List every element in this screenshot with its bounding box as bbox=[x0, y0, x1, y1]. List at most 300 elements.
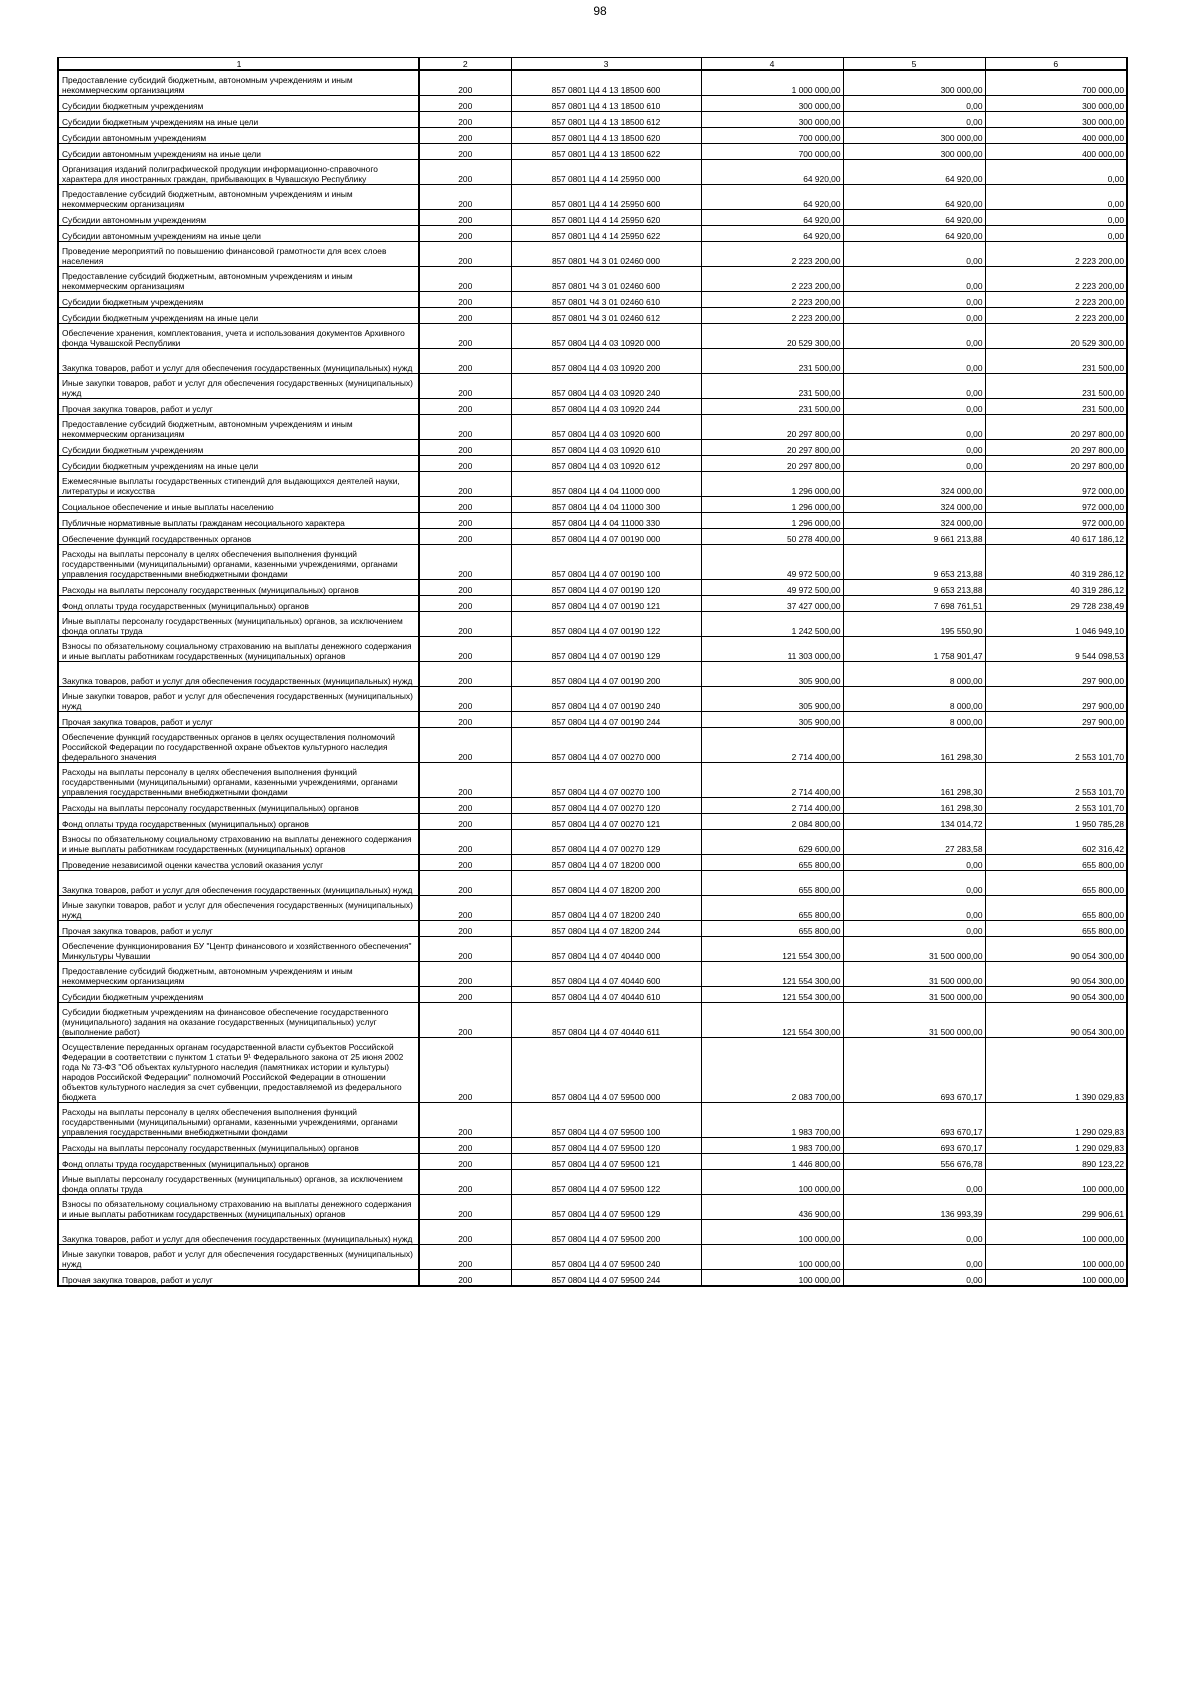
row-value-4: 1 000 000,00 bbox=[701, 70, 843, 96]
row-col2: 200 bbox=[419, 497, 511, 513]
row-value-5: 8 000,00 bbox=[843, 712, 985, 728]
row-value-5: 7 698 761,51 bbox=[843, 596, 985, 612]
row-value-4: 655 800,00 bbox=[701, 855, 843, 871]
row-code: 857 0804 Ц4 4 03 10920 000 bbox=[511, 324, 701, 349]
row-value-5: 0,00 bbox=[843, 921, 985, 937]
row-value-4: 231 500,00 bbox=[701, 374, 843, 399]
row-value-4: 64 920,00 bbox=[701, 160, 843, 185]
row-col2: 200 bbox=[419, 242, 511, 267]
row-code: 857 0804 Ц4 4 07 00270 121 bbox=[511, 814, 701, 830]
row-col2: 200 bbox=[419, 324, 511, 349]
row-name: Иные выплаты персоналу государственных (муниципальных) органов, за исключением фонда оплаты труда bbox=[58, 1170, 419, 1195]
table-row bbox=[58, 871, 1127, 896]
row-name: Публичные нормативные выплаты гражданам несоциального характера bbox=[58, 513, 419, 529]
row-name: Прочая закупка товаров, работ и услуг bbox=[58, 1270, 419, 1287]
row-value-6: 100 000,00 bbox=[985, 1270, 1127, 1287]
row-value-5: 136 993,39 bbox=[843, 1195, 985, 1220]
row-code: 857 0804 Ц4 4 07 00270 100 bbox=[511, 763, 701, 798]
row-code: 857 0804 Ц4 4 03 10920 200 bbox=[511, 349, 701, 374]
row-col2: 200 bbox=[419, 1245, 511, 1270]
row-name: Субсидии бюджетным учреждениям bbox=[58, 440, 419, 456]
row-value-4: 20 297 800,00 bbox=[701, 415, 843, 440]
row-name: Субсидии бюджетным учреждениям на иные цели bbox=[58, 112, 419, 128]
row-value-4: 20 297 800,00 bbox=[701, 440, 843, 456]
row-value-6: 40 319 286,12 bbox=[985, 580, 1127, 596]
row-name: Субсидии автономным учреждениям на иные цели bbox=[58, 226, 419, 242]
table-row bbox=[58, 472, 1127, 497]
row-value-5: 0,00 bbox=[843, 440, 985, 456]
row-name: Предоставление субсидий бюджетным, автономным учреждениям и иным некоммерческим организациям bbox=[58, 415, 419, 440]
row-value-4: 305 900,00 bbox=[701, 662, 843, 687]
row-value-6: 90 054 300,00 bbox=[985, 987, 1127, 1003]
row-code: 857 0804 Ц4 4 07 59500 122 bbox=[511, 1170, 701, 1195]
row-name: Иные закупки товаров, работ и услуг для обеспечения государственных (муниципальных) нужд bbox=[58, 374, 419, 399]
row-value-5: 31 500 000,00 bbox=[843, 937, 985, 962]
row-value-6: 90 054 300,00 bbox=[985, 962, 1127, 987]
row-col2: 200 bbox=[419, 662, 511, 687]
row-code: 857 0801 Ч4 3 01 02460 600 bbox=[511, 267, 701, 292]
row-value-4: 300 000,00 bbox=[701, 112, 843, 128]
table-row bbox=[58, 962, 1127, 987]
row-value-6: 20 297 800,00 bbox=[985, 456, 1127, 472]
table-row bbox=[58, 1220, 1127, 1245]
row-value-5: 64 920,00 bbox=[843, 185, 985, 210]
table-row bbox=[58, 210, 1127, 226]
row-value-4: 64 920,00 bbox=[701, 185, 843, 210]
row-value-4: 2 714 400,00 bbox=[701, 728, 843, 763]
row-value-5: 0,00 bbox=[843, 349, 985, 374]
row-name: Взносы по обязательному социальному страхованию на выплаты денежного содержания и иные выплаты работникам государственных (муниципальных) органов bbox=[58, 830, 419, 855]
row-value-6: 972 000,00 bbox=[985, 497, 1127, 513]
row-value-6: 40 319 286,12 bbox=[985, 545, 1127, 580]
row-col2: 200 bbox=[419, 349, 511, 374]
row-value-5: 0,00 bbox=[843, 1170, 985, 1195]
row-col2: 200 bbox=[419, 1270, 511, 1287]
row-name: Субсидии бюджетным учреждениям на иные цели bbox=[58, 456, 419, 472]
row-col2: 200 bbox=[419, 855, 511, 871]
row-name: Субсидии автономным учреждениям bbox=[58, 128, 419, 144]
row-code: 857 0801 Ц4 4 14 25950 000 bbox=[511, 160, 701, 185]
row-name: Проведение независимой оценки качества условий оказания услуг bbox=[58, 855, 419, 871]
row-value-4: 100 000,00 bbox=[701, 1245, 843, 1270]
row-value-5: 693 670,17 bbox=[843, 1138, 985, 1154]
row-code: 857 0804 Ц4 4 07 00270 000 bbox=[511, 728, 701, 763]
row-col2: 200 bbox=[419, 210, 511, 226]
row-value-5: 300 000,00 bbox=[843, 144, 985, 160]
row-value-5: 0,00 bbox=[843, 112, 985, 128]
row-value-4: 655 800,00 bbox=[701, 921, 843, 937]
row-value-4: 20 297 800,00 bbox=[701, 456, 843, 472]
row-name: Расходы на выплаты персоналу государственных (муниципальных) органов bbox=[58, 580, 419, 596]
row-code: 857 0804 Ц4 4 07 00190 244 bbox=[511, 712, 701, 728]
row-code: 857 0804 Ц4 4 04 11000 330 bbox=[511, 513, 701, 529]
row-col2: 200 bbox=[419, 814, 511, 830]
table-row bbox=[58, 529, 1127, 545]
row-col2: 200 bbox=[419, 374, 511, 399]
row-col2: 200 bbox=[419, 545, 511, 580]
row-value-5: 8 000,00 bbox=[843, 687, 985, 712]
row-value-6: 972 000,00 bbox=[985, 513, 1127, 529]
row-value-6: 300 000,00 bbox=[985, 96, 1127, 112]
row-value-6: 1 046 949,10 bbox=[985, 612, 1127, 637]
row-value-6: 100 000,00 bbox=[985, 1245, 1127, 1270]
table-row bbox=[58, 1103, 1127, 1138]
row-code: 857 0804 Ц4 4 03 10920 612 bbox=[511, 456, 701, 472]
row-name: Иные закупки товаров, работ и услуг для обеспечения государственных (муниципальных) нужд bbox=[58, 896, 419, 921]
row-col2: 200 bbox=[419, 798, 511, 814]
row-value-5: 0,00 bbox=[843, 855, 985, 871]
row-name: Расходы на выплаты персоналу государственных (муниципальных) органов bbox=[58, 798, 419, 814]
row-value-5: 1 758 901,47 bbox=[843, 637, 985, 662]
row-code: 857 0804 Ц4 4 07 59500 244 bbox=[511, 1270, 701, 1287]
row-code: 857 0804 Ц4 4 07 59500 120 bbox=[511, 1138, 701, 1154]
row-col2: 200 bbox=[419, 226, 511, 242]
row-value-5: 0,00 bbox=[843, 871, 985, 896]
row-code: 857 0801 Ц4 4 14 25950 600 bbox=[511, 185, 701, 210]
row-value-5: 9 661 213,88 bbox=[843, 529, 985, 545]
table-row bbox=[58, 349, 1127, 374]
table-row bbox=[58, 1154, 1127, 1170]
row-value-4: 2 084 800,00 bbox=[701, 814, 843, 830]
table-row bbox=[58, 1170, 1127, 1195]
table-row bbox=[58, 545, 1127, 580]
column-header-5: 5 bbox=[843, 58, 985, 71]
row-value-6: 1 950 785,28 bbox=[985, 814, 1127, 830]
page-number: 98 bbox=[593, 4, 607, 18]
table-row bbox=[58, 399, 1127, 415]
row-code: 857 0804 Ц4 4 07 59500 000 bbox=[511, 1038, 701, 1103]
row-value-6: 890 123,22 bbox=[985, 1154, 1127, 1170]
row-value-5: 0,00 bbox=[843, 399, 985, 415]
row-value-4: 305 900,00 bbox=[701, 712, 843, 728]
row-name: Субсидии автономным учреждениям bbox=[58, 210, 419, 226]
table-row bbox=[58, 763, 1127, 798]
row-value-4: 1 446 800,00 bbox=[701, 1154, 843, 1170]
row-name: Расходы на выплаты персоналу в целях обеспечения выполнения функций государственными (муниципальными) органами, казенными учреждениями, органами управления государственными внебюджетными фондами bbox=[58, 763, 419, 798]
row-col2: 200 bbox=[419, 529, 511, 545]
row-col2: 200 bbox=[419, 1138, 511, 1154]
row-col2: 200 bbox=[419, 763, 511, 798]
column-header-2: 2 bbox=[419, 58, 511, 71]
table-row bbox=[58, 456, 1127, 472]
row-value-5: 31 500 000,00 bbox=[843, 962, 985, 987]
row-value-5: 0,00 bbox=[843, 1270, 985, 1287]
row-name: Субсидии автономным учреждениям на иные цели bbox=[58, 144, 419, 160]
row-name: Обеспечение функций государственных органов bbox=[58, 529, 419, 545]
row-value-5: 161 298,30 bbox=[843, 728, 985, 763]
row-value-6: 400 000,00 bbox=[985, 144, 1127, 160]
row-code: 857 0804 Ц4 4 07 00190 120 bbox=[511, 580, 701, 596]
table-row bbox=[58, 292, 1127, 308]
row-code: 857 0804 Ц4 4 07 59500 129 bbox=[511, 1195, 701, 1220]
row-name: Закупка товаров, работ и услуг для обеспечения государственных (муниципальных) нужд bbox=[58, 349, 419, 374]
row-code: 857 0804 Ц4 4 03 10920 600 bbox=[511, 415, 701, 440]
row-value-5: 0,00 bbox=[843, 292, 985, 308]
row-code: 857 0804 Ц4 4 07 00190 240 bbox=[511, 687, 701, 712]
row-value-6: 1 290 029,83 bbox=[985, 1103, 1127, 1138]
row-name: Закупка товаров, работ и услуг для обеспечения государственных (муниципальных) нужд bbox=[58, 1220, 419, 1245]
row-col2: 200 bbox=[419, 70, 511, 96]
row-code: 857 0804 Ц4 4 07 00270 129 bbox=[511, 830, 701, 855]
row-code: 857 0804 Ц4 4 07 18200 000 bbox=[511, 855, 701, 871]
row-value-4: 64 920,00 bbox=[701, 226, 843, 242]
row-col2: 200 bbox=[419, 112, 511, 128]
row-value-4: 1 983 700,00 bbox=[701, 1138, 843, 1154]
row-value-5: 0,00 bbox=[843, 374, 985, 399]
row-col2: 200 bbox=[419, 292, 511, 308]
row-code: 857 0801 Ц4 4 13 18500 610 bbox=[511, 96, 701, 112]
row-col2: 200 bbox=[419, 1154, 511, 1170]
row-value-5: 64 920,00 bbox=[843, 226, 985, 242]
row-value-5: 8 000,00 bbox=[843, 662, 985, 687]
table-row bbox=[58, 612, 1127, 637]
row-value-4: 11 303 000,00 bbox=[701, 637, 843, 662]
row-value-6: 9 544 098,53 bbox=[985, 637, 1127, 662]
row-col2: 200 bbox=[419, 871, 511, 896]
row-value-6: 231 500,00 bbox=[985, 349, 1127, 374]
row-value-6: 40 617 186,12 bbox=[985, 529, 1127, 545]
row-value-5: 324 000,00 bbox=[843, 472, 985, 497]
row-value-6: 2 553 101,70 bbox=[985, 763, 1127, 798]
row-value-4: 1 296 000,00 bbox=[701, 497, 843, 513]
row-value-4: 655 800,00 bbox=[701, 896, 843, 921]
budget-table bbox=[57, 57, 1128, 1287]
table-row bbox=[58, 728, 1127, 763]
row-value-6: 2 553 101,70 bbox=[985, 798, 1127, 814]
table-row bbox=[58, 96, 1127, 112]
row-code: 857 0804 Ц4 4 04 11000 000 bbox=[511, 472, 701, 497]
row-value-4: 100 000,00 bbox=[701, 1170, 843, 1195]
row-value-6: 0,00 bbox=[985, 226, 1127, 242]
row-code: 857 0801 Ч4 3 01 02460 000 bbox=[511, 242, 701, 267]
table-row bbox=[58, 308, 1127, 324]
row-code: 857 0804 Ц4 4 07 59500 200 bbox=[511, 1220, 701, 1245]
row-value-6: 297 900,00 bbox=[985, 662, 1127, 687]
table-row bbox=[58, 112, 1127, 128]
row-value-6: 100 000,00 bbox=[985, 1220, 1127, 1245]
row-col2: 200 bbox=[419, 144, 511, 160]
row-value-5: 9 653 213,88 bbox=[843, 580, 985, 596]
column-header-4: 4 bbox=[701, 58, 843, 71]
table-row bbox=[58, 160, 1127, 185]
row-value-4: 64 920,00 bbox=[701, 210, 843, 226]
row-name: Субсидии бюджетным учреждениям bbox=[58, 96, 419, 112]
row-value-6: 700 000,00 bbox=[985, 70, 1127, 96]
row-value-5: 556 676,78 bbox=[843, 1154, 985, 1170]
row-value-6: 655 800,00 bbox=[985, 855, 1127, 871]
row-value-6: 20 297 800,00 bbox=[985, 440, 1127, 456]
row-name: Проведение мероприятий по повышению финансовой грамотности для всех слоев населения bbox=[58, 242, 419, 267]
row-name: Фонд оплаты труда государственных (муниципальных) органов bbox=[58, 814, 419, 830]
table-row bbox=[58, 855, 1127, 871]
row-code: 857 0801 Ц4 4 13 18500 600 bbox=[511, 70, 701, 96]
row-name: Иные закупки товаров, работ и услуг для обеспечения государственных (муниципальных) нужд bbox=[58, 1245, 419, 1270]
table-row bbox=[58, 921, 1127, 937]
row-value-6: 231 500,00 bbox=[985, 399, 1127, 415]
row-value-4: 50 278 400,00 bbox=[701, 529, 843, 545]
row-col2: 200 bbox=[419, 472, 511, 497]
table-row bbox=[58, 415, 1127, 440]
row-code: 857 0804 Ц4 4 07 18200 244 bbox=[511, 921, 701, 937]
row-value-6: 231 500,00 bbox=[985, 374, 1127, 399]
row-value-6: 2 223 200,00 bbox=[985, 308, 1127, 324]
table-row bbox=[58, 267, 1127, 292]
row-value-6: 297 900,00 bbox=[985, 712, 1127, 728]
row-col2: 200 bbox=[419, 513, 511, 529]
table-row bbox=[58, 324, 1127, 349]
row-value-6: 1 290 029,83 bbox=[985, 1138, 1127, 1154]
row-col2: 200 bbox=[419, 637, 511, 662]
row-value-6: 90 054 300,00 bbox=[985, 1003, 1127, 1038]
row-value-5: 64 920,00 bbox=[843, 160, 985, 185]
row-value-5: 693 670,17 bbox=[843, 1038, 985, 1103]
row-code: 857 0804 Ц4 4 07 00270 120 bbox=[511, 798, 701, 814]
row-value-6: 2 223 200,00 bbox=[985, 267, 1127, 292]
row-value-6: 100 000,00 bbox=[985, 1170, 1127, 1195]
row-name: Субсидии бюджетным учреждениям bbox=[58, 292, 419, 308]
row-code: 857 0804 Ц4 4 07 59500 121 bbox=[511, 1154, 701, 1170]
row-code: 857 0804 Ц4 4 07 59500 100 bbox=[511, 1103, 701, 1138]
table-row bbox=[58, 1038, 1127, 1103]
row-value-6: 2 553 101,70 bbox=[985, 728, 1127, 763]
table-header-row bbox=[58, 58, 1127, 71]
row-name: Субсидии бюджетным учреждениям на иные цели bbox=[58, 308, 419, 324]
row-code: 857 0804 Ц4 4 07 40440 610 bbox=[511, 987, 701, 1003]
row-code: 857 0801 Ц4 4 14 25950 620 bbox=[511, 210, 701, 226]
row-value-6: 655 800,00 bbox=[985, 921, 1127, 937]
row-value-4: 700 000,00 bbox=[701, 144, 843, 160]
row-value-6: 297 900,00 bbox=[985, 687, 1127, 712]
row-value-4: 100 000,00 bbox=[701, 1270, 843, 1287]
row-value-6: 655 800,00 bbox=[985, 871, 1127, 896]
row-value-6: 29 728 238,49 bbox=[985, 596, 1127, 612]
row-value-6: 972 000,00 bbox=[985, 472, 1127, 497]
row-col2: 200 bbox=[419, 399, 511, 415]
column-header-1: 1 bbox=[58, 58, 419, 71]
row-col2: 200 bbox=[419, 185, 511, 210]
row-col2: 200 bbox=[419, 937, 511, 962]
table-row bbox=[58, 1245, 1127, 1270]
row-code: 857 0804 Ц4 4 07 59500 240 bbox=[511, 1245, 701, 1270]
row-name: Предоставление субсидий бюджетным, автономным учреждениям и иным некоммерческим организациям bbox=[58, 962, 419, 987]
row-code: 857 0804 Ц4 4 07 40440 000 bbox=[511, 937, 701, 962]
row-col2: 200 bbox=[419, 1003, 511, 1038]
row-value-4: 2 714 400,00 bbox=[701, 798, 843, 814]
row-col2: 200 bbox=[419, 830, 511, 855]
row-name: Организация изданий полиграфической продукции информационно-справочного характера для иностранных граждан, прибывающих в Чувашскую Республику bbox=[58, 160, 419, 185]
row-code: 857 0804 Ц4 4 07 00190 100 bbox=[511, 545, 701, 580]
row-value-5: 134 014,72 bbox=[843, 814, 985, 830]
row-value-6: 602 316,42 bbox=[985, 830, 1127, 855]
row-col2: 200 bbox=[419, 987, 511, 1003]
row-name: Ежемесячные выплаты государственных стипендий для выдающихся деятелей науки, литературы и искусства bbox=[58, 472, 419, 497]
row-value-4: 100 000,00 bbox=[701, 1220, 843, 1245]
row-value-5: 0,00 bbox=[843, 242, 985, 267]
row-value-5: 0,00 bbox=[843, 267, 985, 292]
table-row bbox=[58, 497, 1127, 513]
row-code: 857 0804 Ц4 4 07 40440 600 bbox=[511, 962, 701, 987]
row-value-5: 693 670,17 bbox=[843, 1103, 985, 1138]
row-value-4: 655 800,00 bbox=[701, 871, 843, 896]
row-value-6: 1 390 029,83 bbox=[985, 1038, 1127, 1103]
row-value-4: 1 983 700,00 bbox=[701, 1103, 843, 1138]
row-value-6: 300 000,00 bbox=[985, 112, 1127, 128]
row-value-6: 2 223 200,00 bbox=[985, 242, 1127, 267]
row-code: 857 0804 Ц4 4 07 00190 122 bbox=[511, 612, 701, 637]
row-code: 857 0804 Ц4 4 07 00190 121 bbox=[511, 596, 701, 612]
row-value-4: 300 000,00 bbox=[701, 96, 843, 112]
row-col2: 200 bbox=[419, 1195, 511, 1220]
row-value-4: 49 972 500,00 bbox=[701, 580, 843, 596]
row-value-4: 2 714 400,00 bbox=[701, 763, 843, 798]
row-col2: 200 bbox=[419, 687, 511, 712]
table-row bbox=[58, 1195, 1127, 1220]
row-value-6: 20 529 300,00 bbox=[985, 324, 1127, 349]
table-row bbox=[58, 440, 1127, 456]
row-code: 857 0804 Ц4 4 03 10920 240 bbox=[511, 374, 701, 399]
row-value-5: 9 653 213,88 bbox=[843, 545, 985, 580]
row-value-4: 1 296 000,00 bbox=[701, 472, 843, 497]
row-col2: 200 bbox=[419, 415, 511, 440]
row-value-5: 31 500 000,00 bbox=[843, 1003, 985, 1038]
row-value-5: 0,00 bbox=[843, 324, 985, 349]
table-row bbox=[58, 798, 1127, 814]
row-col2: 200 bbox=[419, 1220, 511, 1245]
row-value-4: 1 242 500,00 bbox=[701, 612, 843, 637]
table-row bbox=[58, 987, 1127, 1003]
row-value-4: 436 900,00 bbox=[701, 1195, 843, 1220]
row-value-4: 700 000,00 bbox=[701, 128, 843, 144]
row-col2: 200 bbox=[419, 962, 511, 987]
row-code: 857 0804 Ц4 4 07 18200 200 bbox=[511, 871, 701, 896]
column-header-6: 6 bbox=[985, 58, 1127, 71]
table-row bbox=[58, 596, 1127, 612]
row-value-5: 64 920,00 bbox=[843, 210, 985, 226]
row-value-6: 0,00 bbox=[985, 185, 1127, 210]
row-value-4: 2 223 200,00 bbox=[701, 292, 843, 308]
row-value-5: 0,00 bbox=[843, 1245, 985, 1270]
row-name: Взносы по обязательному социальному страхованию на выплаты денежного содержания и иные выплаты работникам государственных (муниципальных) органов bbox=[58, 1195, 419, 1220]
row-col2: 200 bbox=[419, 308, 511, 324]
row-name: Расходы на выплаты персоналу в целях обеспечения выполнения функций государственными (муниципальными) органами, казенными учреждениями, органами управления государственными внебюджетными фондами bbox=[58, 545, 419, 580]
row-value-6: 400 000,00 bbox=[985, 128, 1127, 144]
row-col2: 200 bbox=[419, 921, 511, 937]
column-header-3: 3 bbox=[511, 58, 701, 71]
table-row bbox=[58, 662, 1127, 687]
row-value-6: 2 223 200,00 bbox=[985, 292, 1127, 308]
row-name: Иные закупки товаров, работ и услуг для обеспечения государственных (муниципальных) нужд bbox=[58, 687, 419, 712]
row-value-4: 121 554 300,00 bbox=[701, 937, 843, 962]
row-value-6: 299 906,61 bbox=[985, 1195, 1127, 1220]
row-value-6: 0,00 bbox=[985, 160, 1127, 185]
row-name: Иные выплаты персоналу государственных (муниципальных) органов, за исключением фонда оплаты труда bbox=[58, 612, 419, 637]
row-code: 857 0801 Ц4 4 13 18500 622 bbox=[511, 144, 701, 160]
row-value-5: 161 298,30 bbox=[843, 763, 985, 798]
row-code: 857 0801 Ц4 4 14 25950 622 bbox=[511, 226, 701, 242]
row-code: 857 0804 Ц4 4 03 10920 244 bbox=[511, 399, 701, 415]
row-value-6: 0,00 bbox=[985, 210, 1127, 226]
row-col2: 200 bbox=[419, 728, 511, 763]
row-value-4: 629 600,00 bbox=[701, 830, 843, 855]
row-name: Расходы на выплаты персоналу в целях обеспечения выполнения функций государственными (муниципальными) органами, казенными учреждениями, органами управления государственными внебюджетными фондами bbox=[58, 1103, 419, 1138]
row-value-4: 2 223 200,00 bbox=[701, 267, 843, 292]
row-name: Расходы на выплаты персоналу государственных (муниципальных) органов bbox=[58, 1138, 419, 1154]
row-col2: 200 bbox=[419, 596, 511, 612]
row-name: Предоставление субсидий бюджетным, автономным учреждениям и иным некоммерческим организациям bbox=[58, 70, 419, 96]
row-value-4: 231 500,00 bbox=[701, 399, 843, 415]
row-col2: 200 bbox=[419, 896, 511, 921]
row-value-5: 27 283,58 bbox=[843, 830, 985, 855]
